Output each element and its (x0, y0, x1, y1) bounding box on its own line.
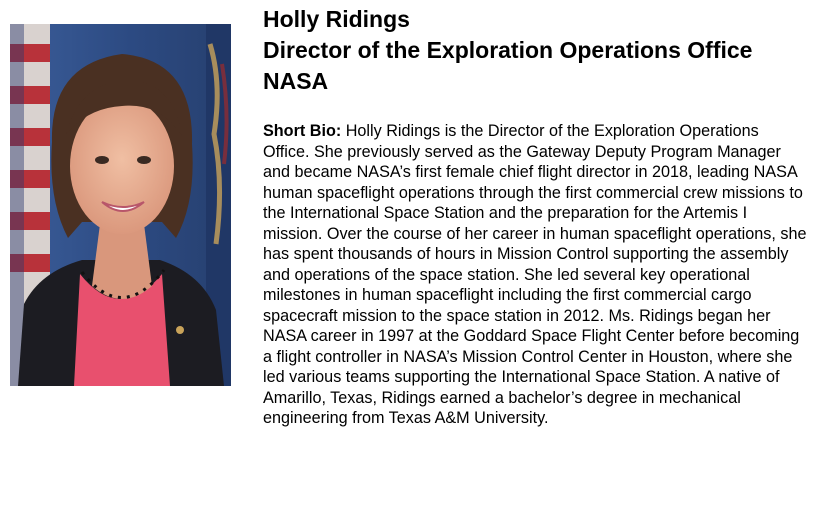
person-organization: NASA (263, 68, 329, 94)
person-title: Director of the Exploration Operations Office (263, 37, 753, 63)
bio-section (263, 4, 815, 429)
portrait-illustration (10, 24, 231, 386)
bio-paragraph (263, 121, 808, 429)
person-name: Holly Ridings (263, 6, 410, 32)
bio-text: Holly Ridings is the Director of the Exploration Operations Office. She previously served as the Gateway Deputy Program Manager and became NASA’s first female chief flight director in 2018, leading NASA human spaceflight operations through the first commercial crew missions to the International Space Station and the preparation for the Artemis I mission. Over the course of her career in human spaceflight operations, she has spent thousands of hours in Mission Control supporting the assembly and operations of the space station. She led several key operational milestones in human spaceflight including the first commercial cargo spacecraft mission to the space station in 2012. Ms. Ridings began her NASA career in 1997 at the Goddard Space Flight Center before becoming a flight controller in NASA’s Mission Control Center in Houston, where she led various teams supporting the International Space Station. A native of Amarillo, Texas, Ridings earned a bachelor’s degree in mechanical engineering from Texas A&M University. (263, 122, 807, 427)
portrait-photo (10, 24, 231, 386)
bio-label: Short Bio: (263, 122, 342, 140)
